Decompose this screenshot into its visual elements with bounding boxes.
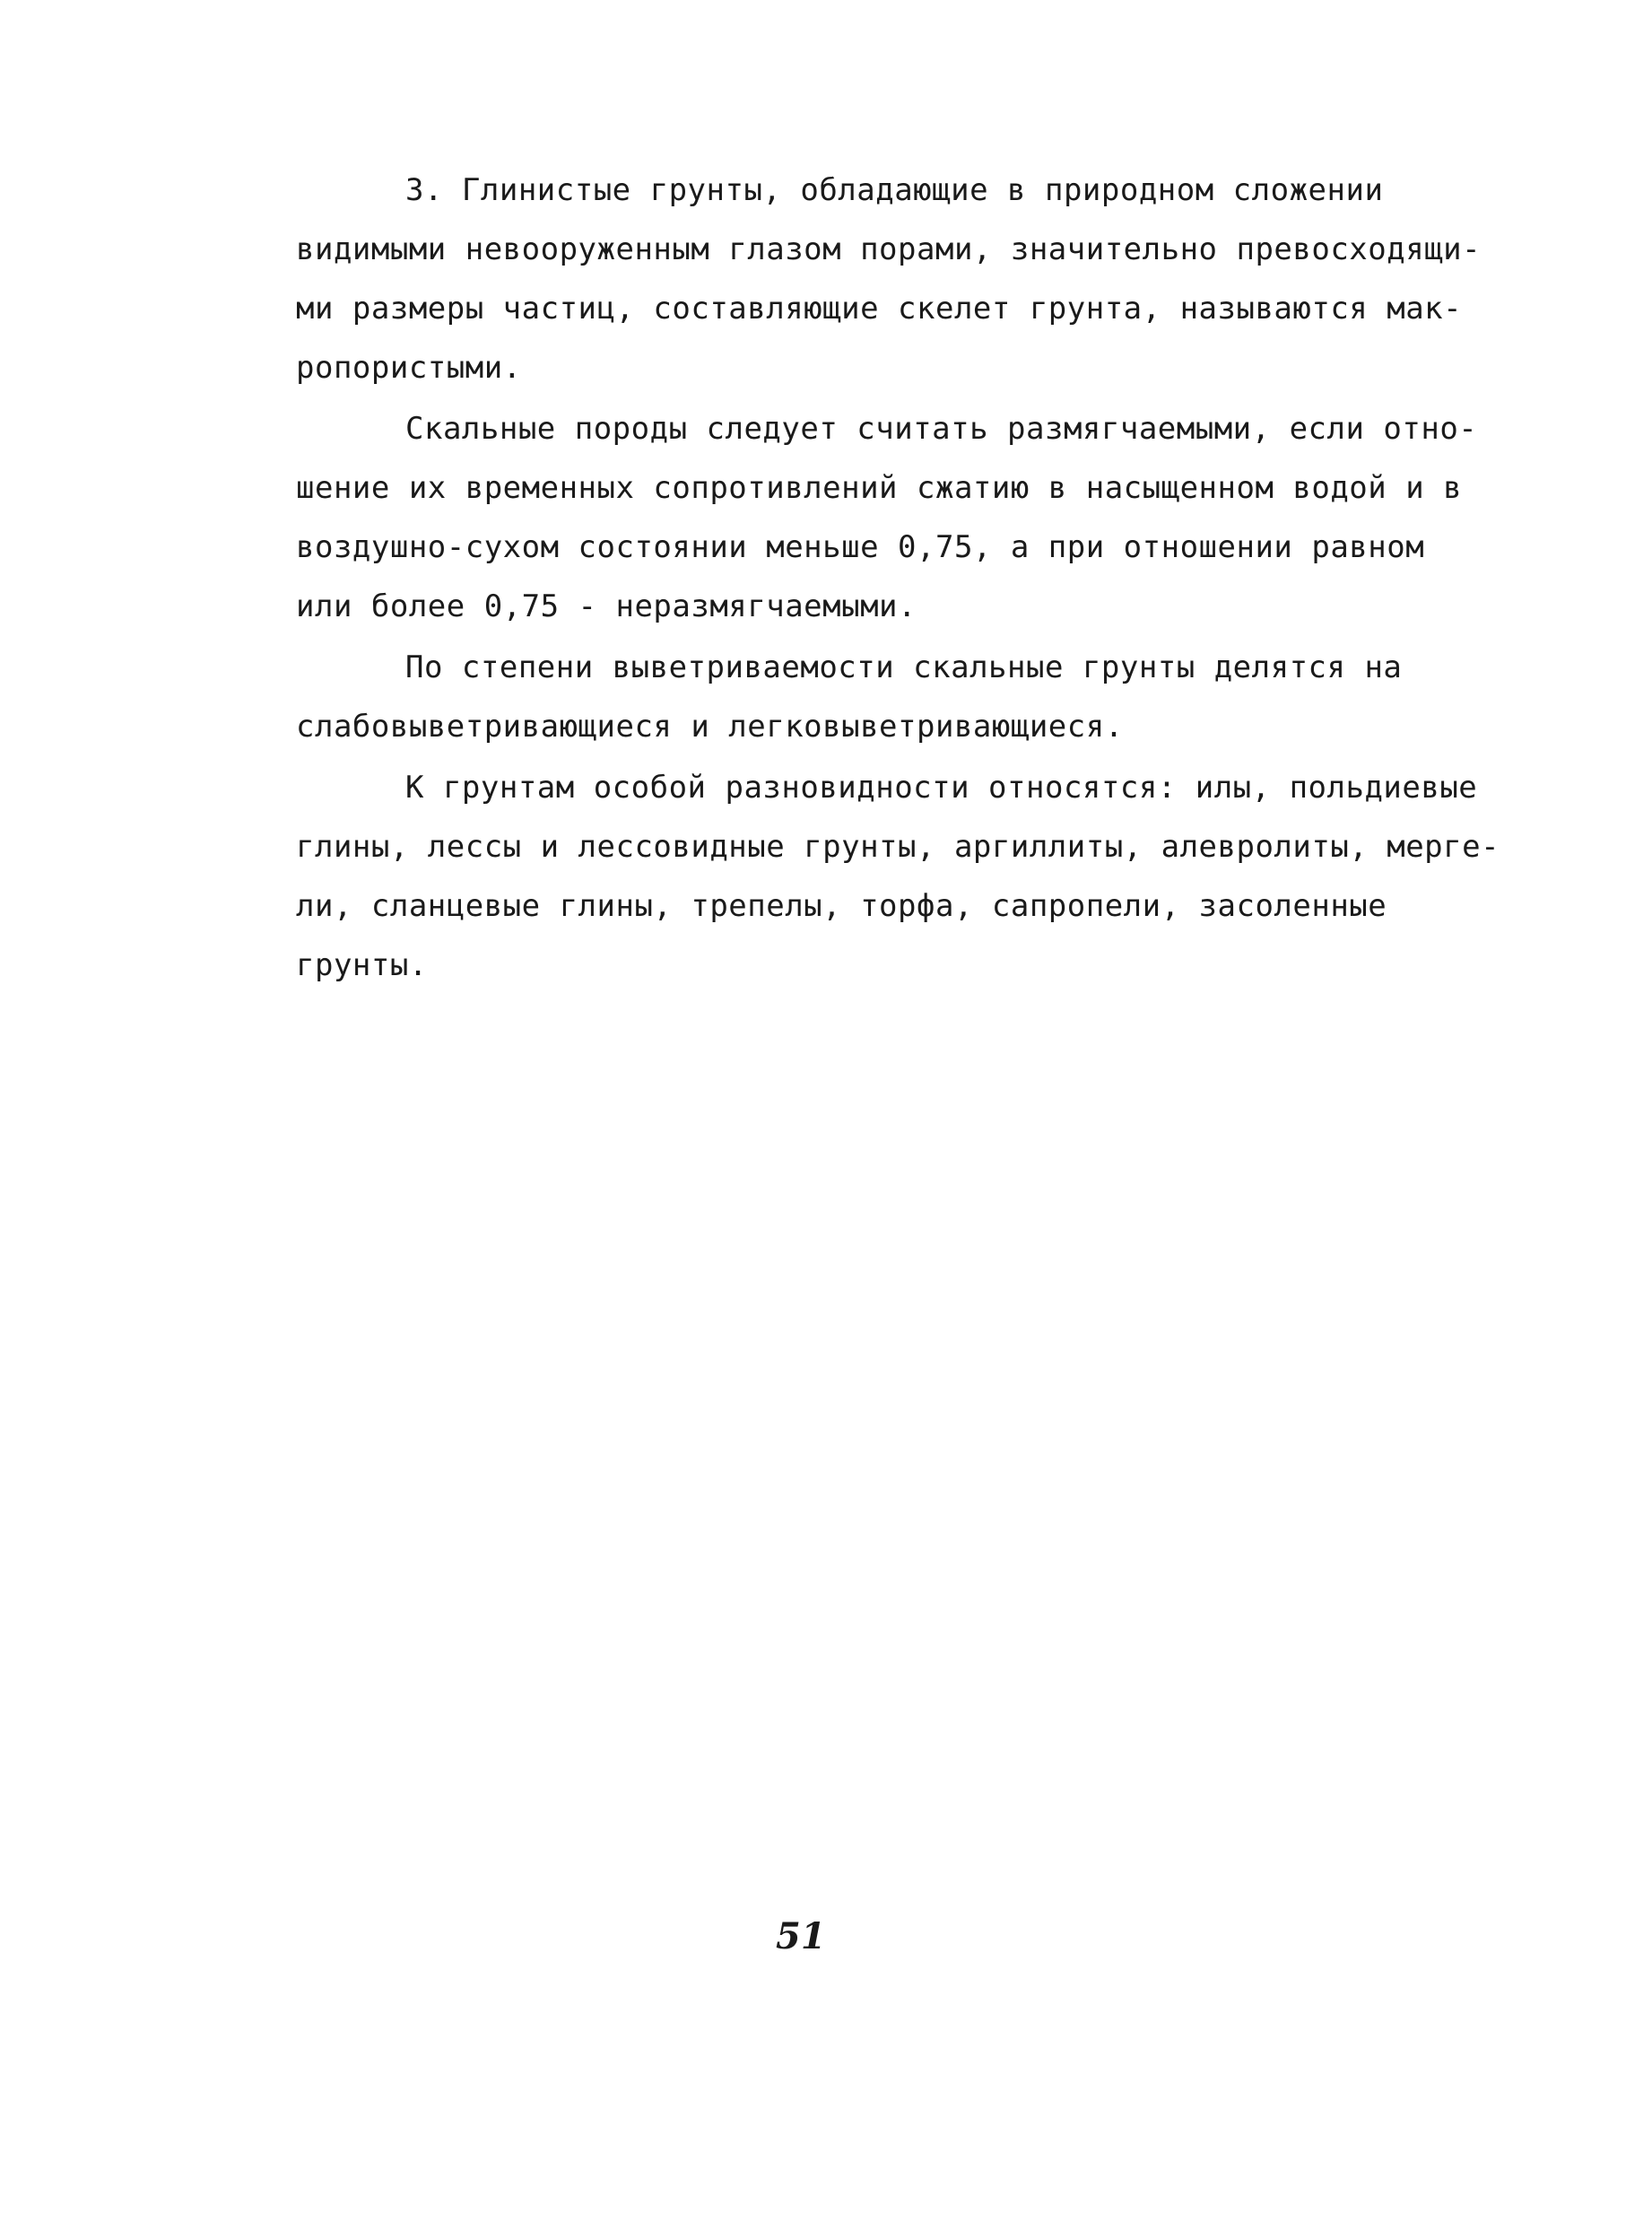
- text-line: воздушно-сухом состоянии меньше 0,75, а при отношении равном: [296, 529, 1425, 565]
- text-line: По степени выветриваемости скальные грунты делятся на: [405, 649, 1403, 685]
- text-line: грунты.: [296, 947, 428, 983]
- text-line: К грунтам особой разновидности относятся: илы, польдиевые: [405, 770, 1478, 806]
- text-line: слабовыветривающиеся и легковыветривающиеся.: [296, 709, 1124, 745]
- text-line: ли, сланцевые глины, трепелы, торфа, сапропели, засоленные: [296, 888, 1387, 924]
- page-number: 51: [776, 1915, 826, 1957]
- text-line: шение их временных сопротивлений сжатию в насыщенном водой и в: [296, 470, 1463, 506]
- text-line: глины, лессы и лессовидные грунты, аргиллиты, алевролиты, мерге-: [296, 829, 1500, 865]
- text-line: Скальные породы следует считать размягчаемыми, если отно-: [405, 411, 1478, 447]
- text-line: ропористыми.: [296, 350, 522, 386]
- text-line: видимыми невооруженным глазом порами, значительно превосходящи-: [296, 231, 1482, 267]
- text-line: ми размеры частиц, составляющие скелет грунта, называются мак-: [296, 291, 1463, 327]
- text-line: 3. Глинистые грунты, обладающие в природном сложении: [405, 172, 1384, 208]
- text-line: или более 0,75 - неразмягчаемыми.: [296, 588, 917, 624]
